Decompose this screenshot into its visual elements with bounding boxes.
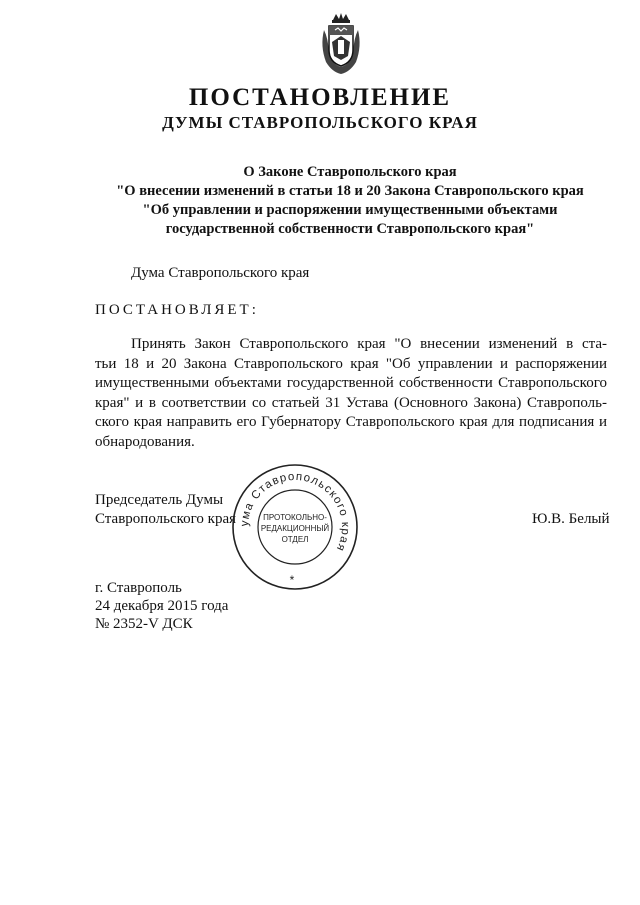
stamp-center-line3: ОТДЕЛ — [281, 535, 309, 544]
date-line: 24 декабря 2015 года — [95, 598, 229, 614]
official-stamp — [230, 462, 360, 592]
law-heading — [60, 163, 640, 239]
paragraph-line: Принять Закон Ставропольского края "О внесении изменений в ста- — [131, 336, 607, 352]
heading-line: "О внесении изменений в статьи 18 и 20 Закона Ставропольского края — [116, 183, 584, 199]
stamp-center-line2: РЕДАКЦИОННЫЙ — [260, 524, 330, 533]
heading-line: государственной собственности Ставропольского края" — [165, 221, 535, 237]
stamp-ring-text: ума Ставропольского края — [238, 470, 352, 554]
document-number: № 2352-V ДСК — [95, 616, 193, 632]
paragraph-line: ского края направить его Губернатору Ставропольского края для подписания и — [95, 414, 607, 430]
heading-line: "Об управлении и распоряжении имущественными объектами — [142, 202, 558, 218]
stamp-center-line1: ПРОТОКОЛЬНО- — [263, 513, 327, 522]
paragraph-line: имущественными объектами государственной собственности Ставропольского — [95, 375, 607, 391]
paragraph-line: тьи 18 и 20 Закона Ставропольского края "Об управлении и распоряжении — [95, 355, 607, 372]
place-date-number — [95, 579, 228, 633]
document-subtitle: ДУМЫ СТАВРОПОЛЬСКОГО КРАЯ — [162, 113, 478, 132]
signer-name: Ю.В. Белый — [532, 511, 610, 527]
document-title: ПОСТАНОВЛЕНИЕ — [188, 84, 452, 111]
coat-of-arms-emblem — [318, 12, 364, 76]
heading-line: О Законе Ставропольского края — [243, 164, 457, 180]
duma-line: Дума Ставропольского края — [131, 265, 310, 281]
resolves-label: ПОСТАНОВЛЯЕТ: — [95, 302, 259, 318]
city-line: г. Ставрополь — [95, 580, 182, 596]
paragraph-line: обнародования. — [95, 433, 195, 450]
signer-position-line2: Ставропольского края — [95, 511, 236, 527]
paragraph-line: края" и в соответствии со статьей 31 Устава (Основного Закона) Ставрополь- — [95, 394, 607, 411]
signer-position-line1: Председатель Думы — [95, 492, 224, 508]
stamp-star-icon: * — [289, 573, 295, 587]
resolution-paragraph — [95, 335, 607, 452]
